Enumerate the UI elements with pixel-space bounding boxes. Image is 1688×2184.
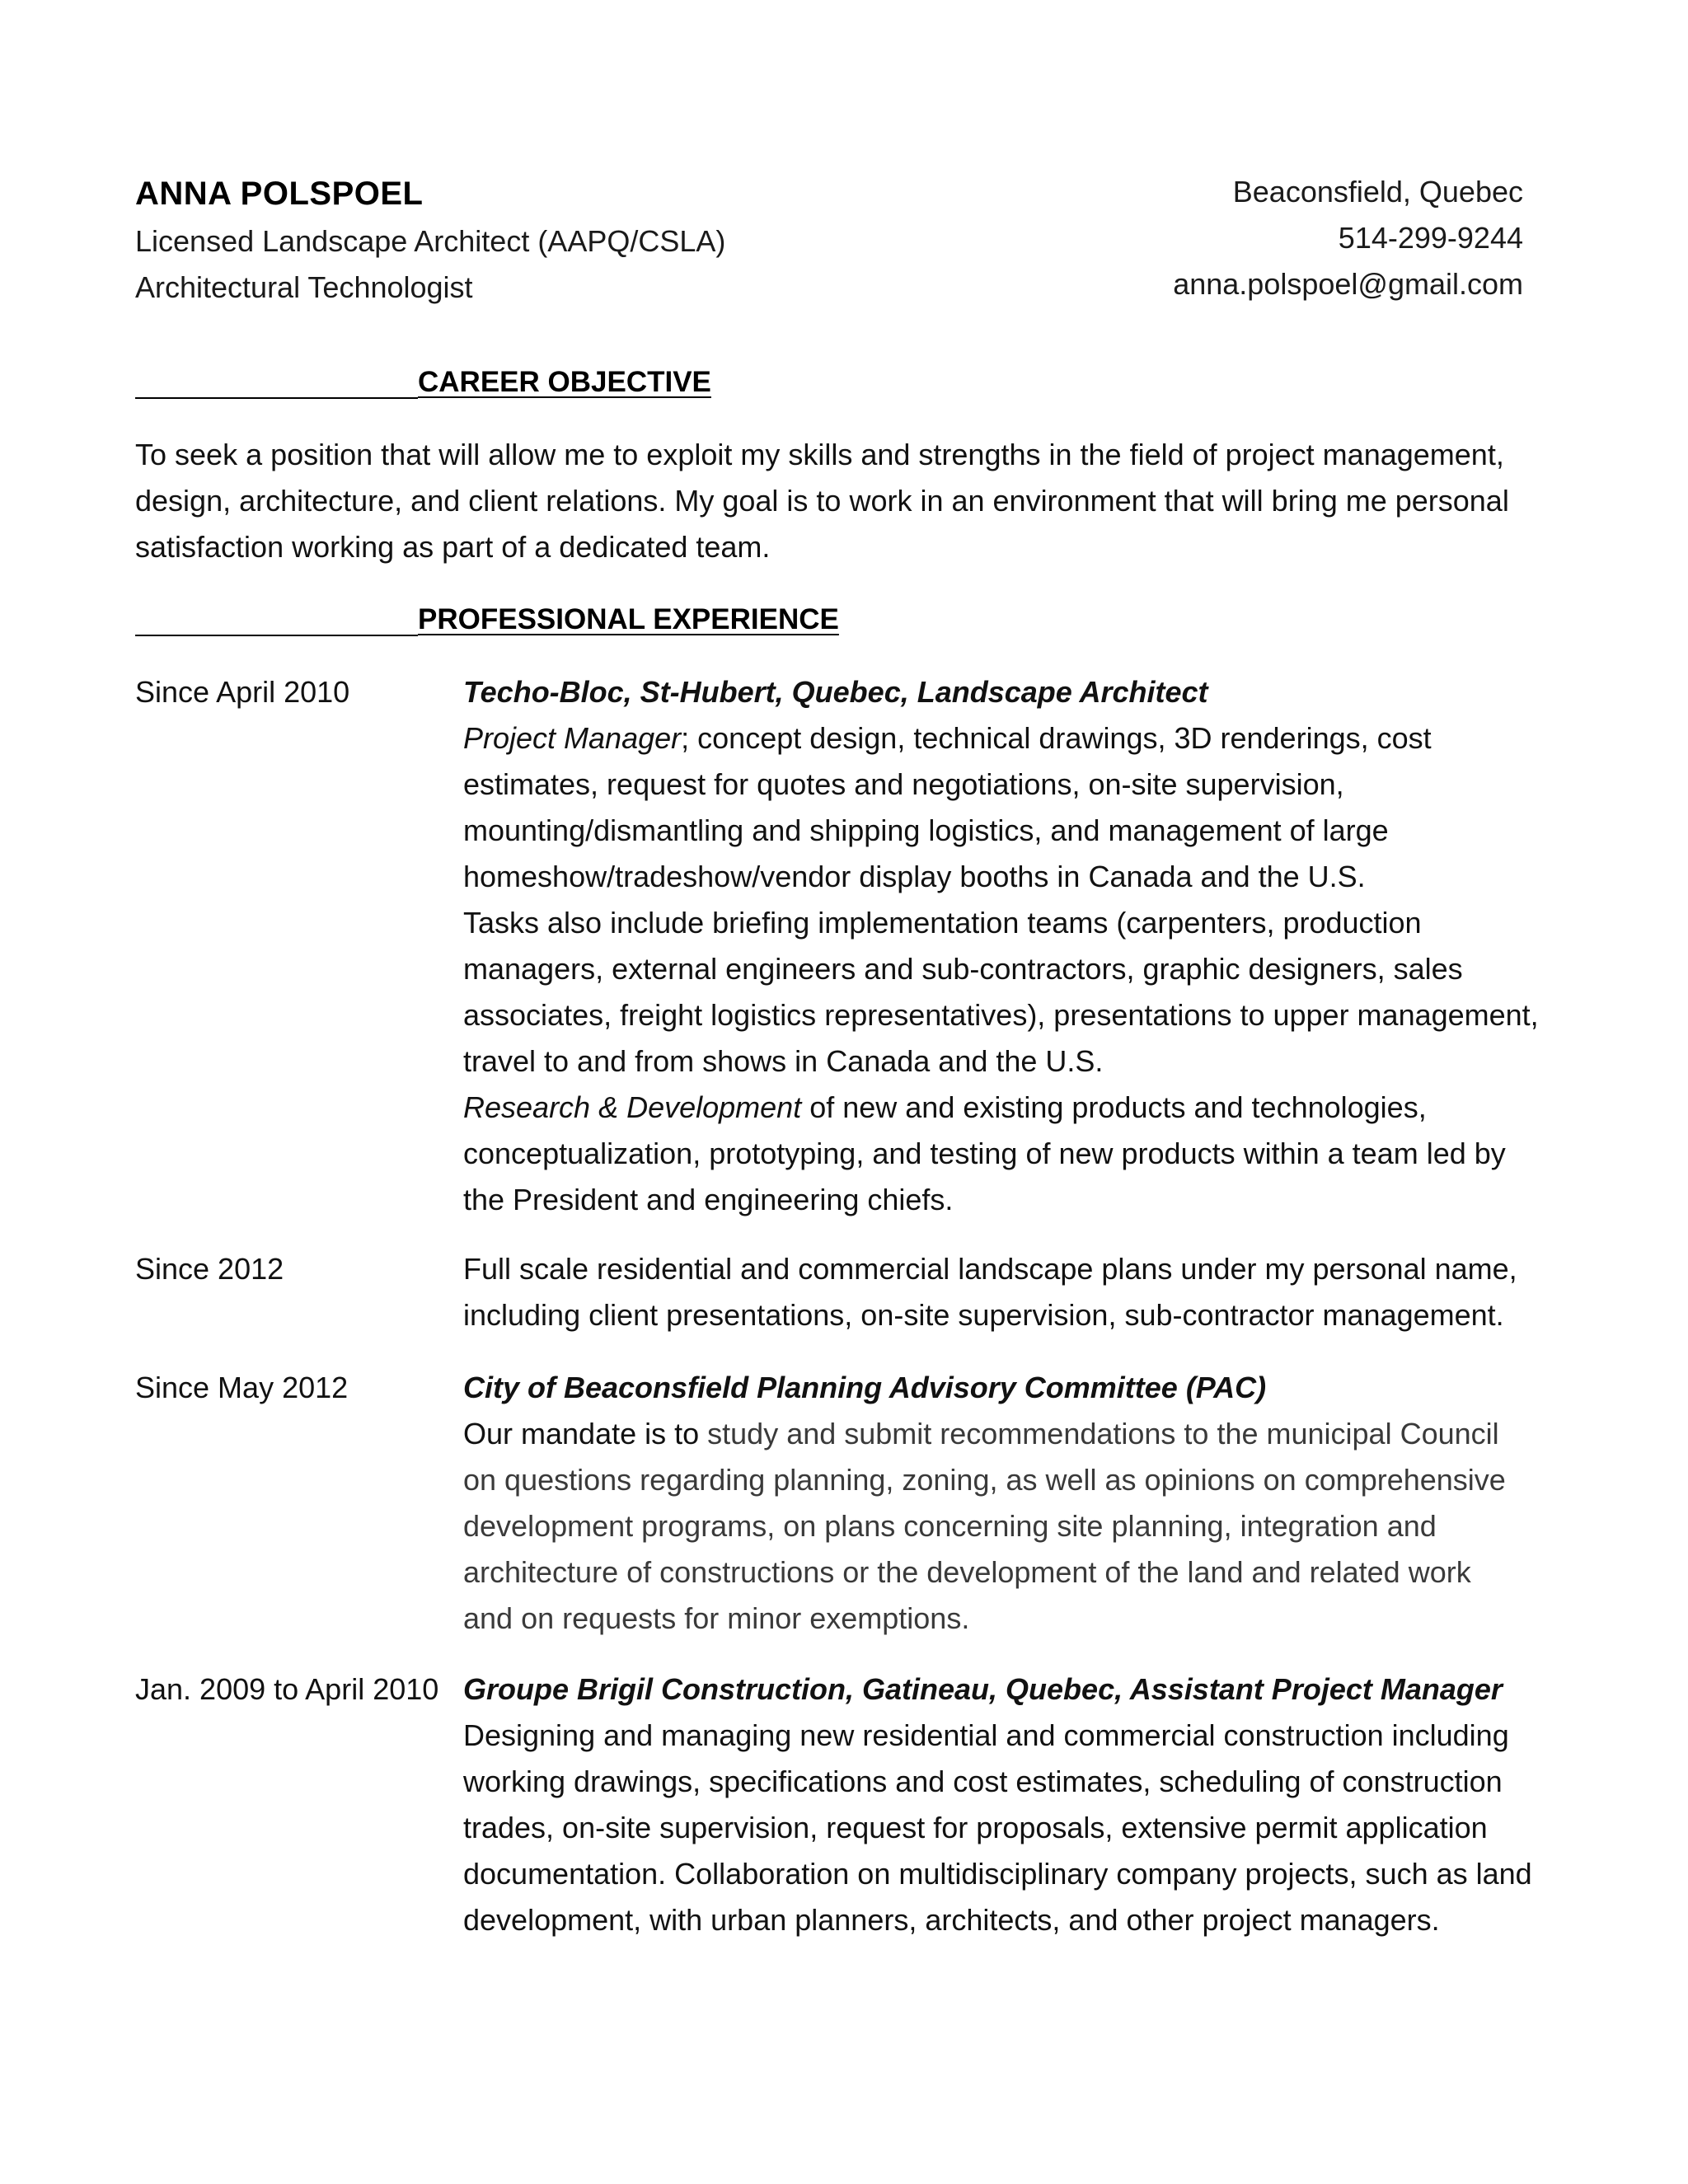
section-heading-professional-experience (135, 597, 839, 643)
role-italic: Project Manager (463, 721, 682, 755)
entry-title: Groupe Brigil Construction, Gatineau, Quebec, Assistant Project Manager (463, 1672, 1503, 1706)
objective-line: satisfaction working as part of a dedicated team. (135, 530, 771, 564)
entry-line: Designing and managing new residential and commercial construction including (463, 1718, 1509, 1752)
entry-date: Jan. 2009 to April 2010 (135, 1672, 439, 1706)
heading-rule (135, 635, 418, 636)
entry-line (463, 1085, 1572, 1131)
contact-phone: 514-299-9244 (1338, 221, 1523, 255)
entry-line: development, with urban planners, architects, and other project managers. (463, 1903, 1440, 1937)
entry-line: trades, on-site supervision, request for proposals, extensive permit application (463, 1811, 1488, 1844)
header-contact (1173, 169, 1523, 307)
objective-line: To seek a position that will allow me to exploit my skills and strengths in the field of project management, (135, 438, 1504, 471)
professional-title-1: Licensed Landscape Architect (AAPQ/CSLA) (135, 224, 726, 258)
entry-line: mounting/dismantling and shipping logistics, and management of large (463, 813, 1389, 847)
entry-line: managers, external engineers and sub-contractors, graphic designers, sales (463, 952, 1463, 986)
professional-title-2: Architectural Technologist (135, 270, 473, 304)
entry-line: the President and engineering chiefs. (463, 1183, 954, 1216)
entry-body (463, 669, 1572, 1223)
entry-line: and on requests for minor exemptions. (463, 1601, 970, 1635)
entry-line: associates, freight logistics representatives), presentations to upper management, (463, 998, 1539, 1032)
career-objective-text (135, 432, 1569, 570)
contact-email: anna.polspoel@gmail.com (1173, 267, 1523, 301)
entry-line: architecture of constructions or the development of the land and related work (463, 1555, 1471, 1589)
entry-line (463, 715, 1572, 762)
rd-description: of new and existing products and technologies, (801, 1090, 1427, 1124)
entry-line: including client presentations, on-site supervision, sub-contractor management. (463, 1298, 1504, 1332)
contact-location: Beaconsfield, Quebec (1232, 175, 1523, 209)
entry-date: Since May 2012 (135, 1371, 349, 1404)
candidate-name: ANNA POLSPOEL (135, 176, 424, 212)
entry-line: travel to and from shows in Canada and the U.S. (463, 1044, 1104, 1078)
entry-body (463, 1666, 1572, 1943)
heading-text: CAREER OBJECTIVE (418, 366, 711, 398)
entry-line: Full scale residential and commercial landscape plans under my personal name, (463, 1252, 1517, 1286)
entry-line: on questions regarding planning, zoning, as well as opinions on comprehensive (463, 1463, 1506, 1497)
entry-date: Since 2012 (135, 1252, 284, 1286)
entry-line: working drawings, specifications and cost estimates, scheduling of construction (463, 1765, 1503, 1798)
entry-title: Techo-Bloc, St-Hubert, Quebec, Landscape Architect (463, 675, 1208, 709)
section-heading-career-objective (135, 359, 711, 405)
entry-line: estimates, request for quotes and negotiations, on-site supervision, (463, 767, 1344, 801)
entry-body (463, 1365, 1572, 1642)
entry-title: City of Beaconsfield Planning Advisory Committee (PAC) (463, 1371, 1267, 1404)
header-identity (135, 169, 725, 311)
role-description: ; concept design, technical drawings, 3D renderings, cost (681, 721, 1432, 755)
entry-line: development programs, on plans concerning site planning, integration and (463, 1509, 1437, 1543)
entry-date: Since April 2010 (135, 675, 350, 709)
entry-line: Tasks also include briefing implementation teams (carpenters, production (463, 906, 1422, 940)
entry-line (463, 1411, 1572, 1457)
entry-line: homeshow/tradeshow/vendor display booths in Canada and the U.S. (463, 860, 1366, 893)
entry-line: documentation. Collaboration on multidisciplinary company projects, such as land (463, 1857, 1532, 1891)
entry-body (463, 1246, 1572, 1338)
heading-text: PROFESSIONAL EXPERIENCE (418, 603, 839, 635)
mandate-lead: Our mandate is to (463, 1417, 700, 1451)
rd-italic: Research & Development (463, 1090, 802, 1124)
heading-rule (135, 397, 418, 399)
objective-line: design, architecture, and client relations. My goal is to work in an environment that will bring me personal (135, 484, 1509, 518)
mandate-description: study and submit recommendations to the municipal Council (699, 1417, 1499, 1451)
entry-line: conceptualization, prototyping, and testing of new products within a team led by (463, 1137, 1506, 1170)
